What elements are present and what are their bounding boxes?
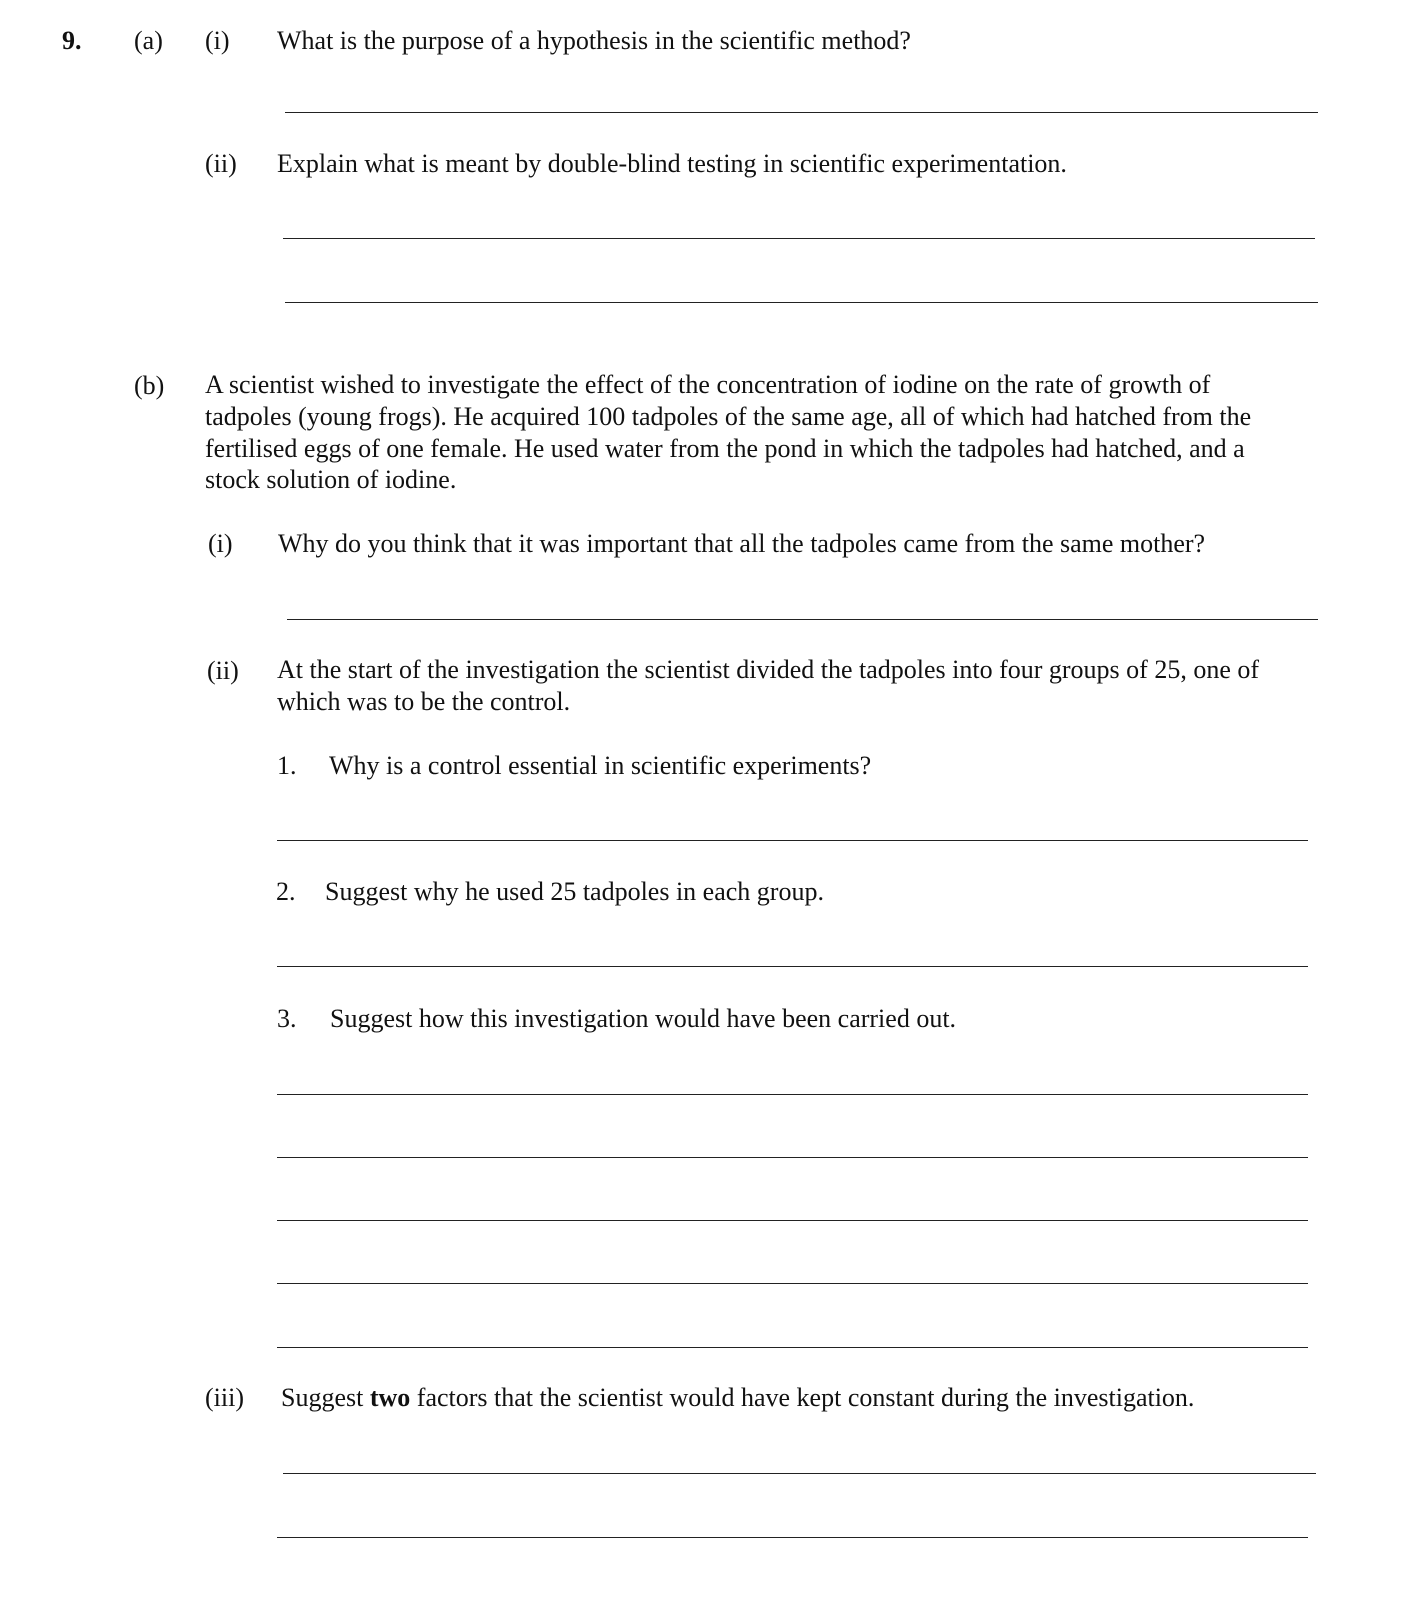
part-a-label: (a): [134, 26, 163, 55]
part-b-iii-label: (iii): [205, 1383, 244, 1412]
part-b-label: (b): [134, 371, 165, 400]
part-a-i-label: (i): [205, 26, 230, 55]
item-1-question: Why is a control essential in scientific experiments?: [329, 751, 872, 780]
item-3-question: Suggest how this investigation would have been carried out.: [330, 1004, 957, 1033]
answer-line-b-ii-2[interactable]: [277, 966, 1308, 967]
part-b-intro: [205, 369, 1325, 496]
item-2-question: Suggest why he used 25 tadpoles in each group.: [325, 877, 824, 906]
answer-line-a-ii-1[interactable]: [283, 238, 1315, 239]
part-a-ii-label: (ii): [205, 149, 237, 178]
part-b-iii-question: [281, 1381, 1194, 1414]
intro-line: fertilised eggs of one female. He used water from the pond in which the tadpoles had hatched, and a: [205, 433, 1245, 463]
part-b-ii-text: [277, 654, 1337, 718]
part-b-ii-label: (ii): [207, 656, 239, 685]
item-3-number: 3.: [277, 1004, 297, 1033]
iii-text-after: factors that the scientist would have kept constant during the investigation.: [410, 1383, 1195, 1412]
part-b-ii-line: At the start of the investigation the scientist divided the tadpoles into four groups of 25, one of: [277, 655, 1260, 684]
question-number: 9.: [62, 26, 82, 55]
answer-line-b-ii-3a[interactable]: [277, 1094, 1308, 1095]
answer-line-b-iii-2[interactable]: [277, 1537, 1308, 1538]
intro-line: A scientist wished to investigate the effect of the concentration of iodine on the rate of growth of: [205, 370, 1211, 399]
answer-line-b-iii-1[interactable]: [283, 1473, 1316, 1474]
answer-line-b-ii-3b[interactable]: [277, 1157, 1308, 1158]
part-b-i-label: (i): [208, 529, 233, 558]
iii-text-before: Suggest: [281, 1383, 370, 1412]
answer-line-a-ii-2[interactable]: [285, 302, 1318, 303]
part-a-ii-question: Explain what is meant by double-blind testing in scientific experimentation.: [277, 149, 1067, 178]
iii-text-bold: two: [369, 1383, 411, 1412]
answer-line-b-ii-3e[interactable]: [277, 1347, 1308, 1348]
part-b-i-question: Why do you think that it was important that all the tadpoles came from the same mother?: [278, 529, 1206, 558]
intro-line: tadpoles (young frogs). He acquired 100 tadpoles of the same age, all of which had hatched from the: [205, 401, 1252, 431]
answer-line-b-ii-3c[interactable]: [277, 1220, 1308, 1221]
answer-line-b-ii-3d[interactable]: [277, 1283, 1308, 1284]
answer-line-b-ii-1[interactable]: [277, 840, 1308, 841]
part-a-i-question: What is the purpose of a hypothesis in the scientific method?: [277, 26, 911, 55]
answer-line-a-i[interactable]: [285, 112, 1318, 113]
part-b-ii-line: which was to be the control.: [277, 686, 571, 716]
item-2-number: 2.: [276, 877, 296, 906]
item-1-number: 1.: [277, 751, 297, 780]
intro-line: stock solution of iodine.: [205, 465, 457, 495]
answer-line-b-i[interactable]: [287, 619, 1318, 620]
